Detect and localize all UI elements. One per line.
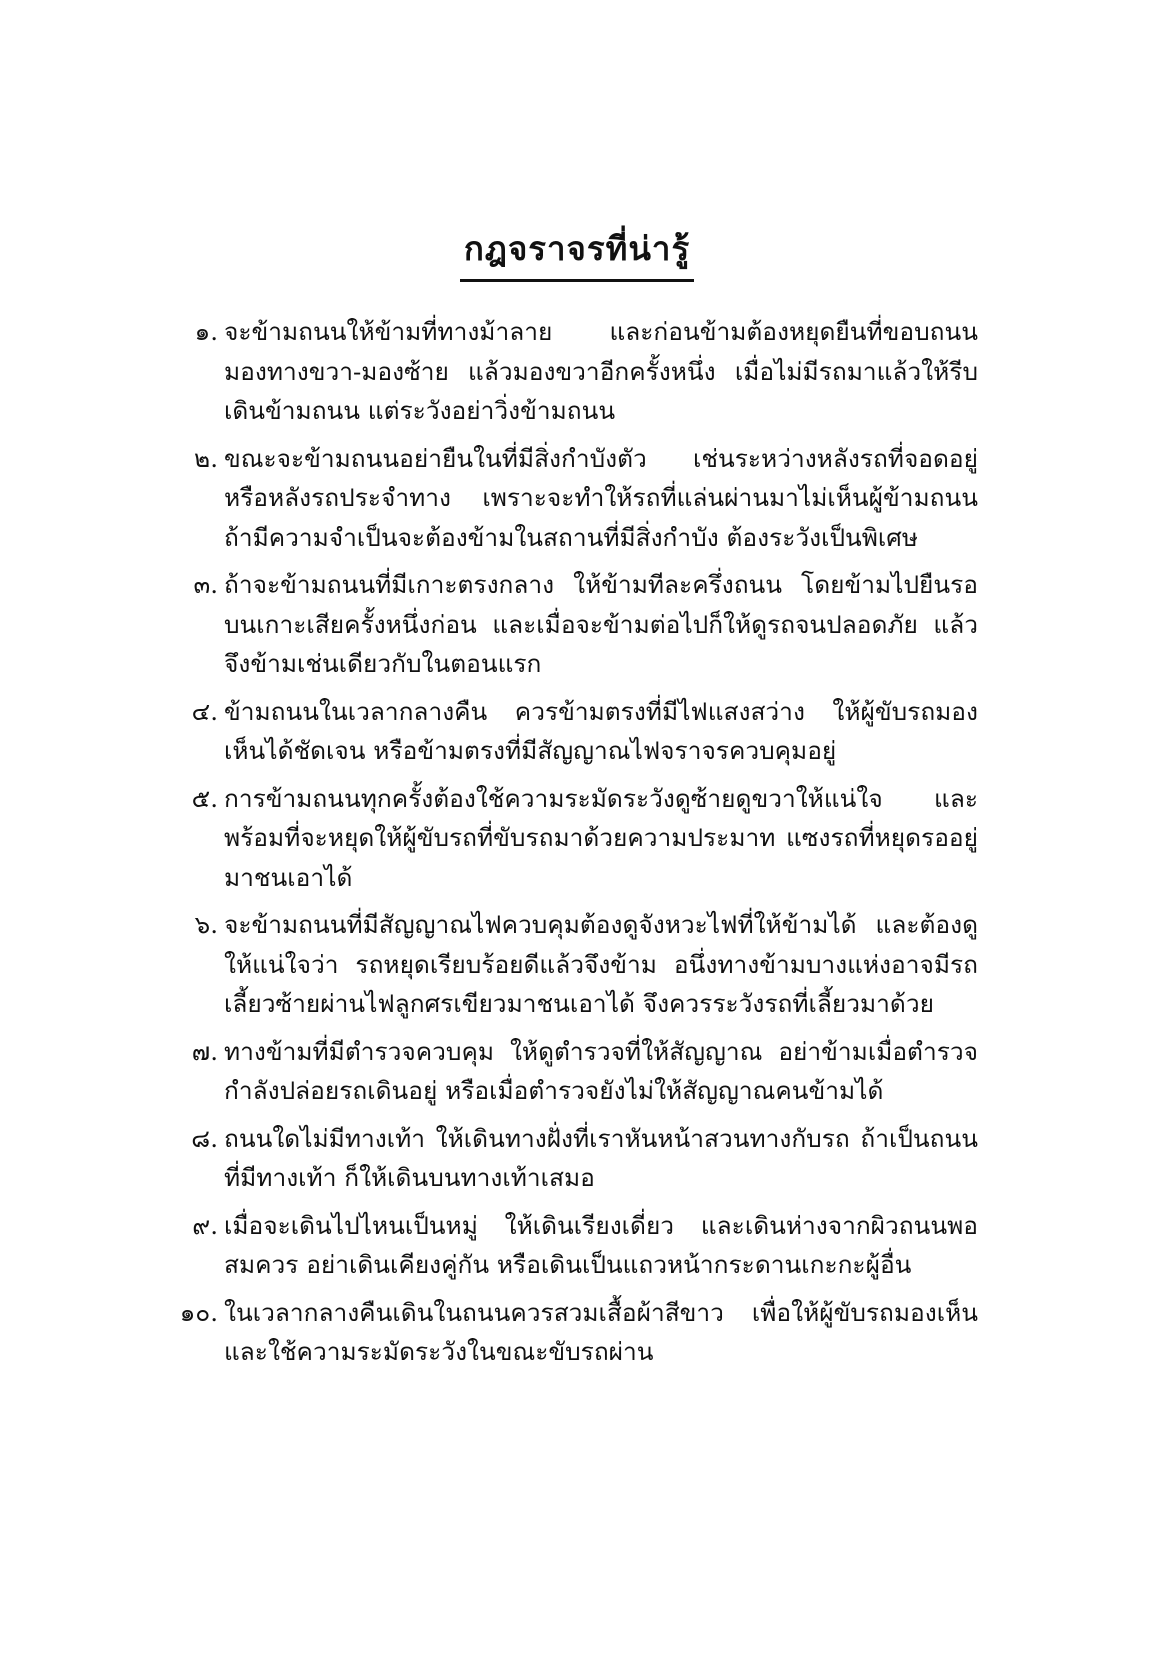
item-text: ถนนใดไม่มีทางเท้า ให้เดินทางฝั่งที่เราหันหน้าสวนทางกับรถ ถ้าเป็นถนนที่มีทางเท้า ก็ให้เดินบนทางเท้าเสมอ xyxy=(224,1123,978,1192)
item-number: ๔. xyxy=(191,696,218,726)
item-text: ข้ามถนนในเวลากลางคืน ควรข้ามตรงที่มีไฟแสงสว่าง ให้ผู้ขับรถมองเห็นได้ชัดเจน หรือข้ามตรงที่มีสัญญาณไฟจราจรควบคุมอยู่ xyxy=(224,696,978,765)
item-number: ๖. xyxy=(194,910,218,939)
list-item xyxy=(148,905,978,1024)
item-text: ในเวลากลางคืนเดินในถนนควรสวมเสื้อผ้าสีขาว เพื่อให้ผู้ขับรถมองเห็นและใช้ความระมัดระวังในขณะขับรถผ่าน xyxy=(224,1297,978,1366)
item-number: ๑. xyxy=(194,317,218,346)
list-item xyxy=(148,565,978,684)
page-title xyxy=(0,222,1154,282)
list-item xyxy=(148,1119,978,1198)
item-text: จะข้ามถนนให้ข้ามที่ทางม้าลาย และก่อนข้ามต้องหยุดยืนที่ขอบถนน มองทางขวา-มองซ้าย แล้วมองขวาอีกครั้งหนึ่ง เมื่อไม่มีรถมาแล้วให้รีบเดินข้ามถนน แต่ระวังอย่าวิ่งข้ามถนน xyxy=(224,317,978,425)
item-number: ๙. xyxy=(192,1210,218,1240)
item-number: ๒. xyxy=(194,443,218,473)
item-text: ถ้าจะข้ามถนนที่มีเกาะตรงกลาง ให้ข้ามทีละครึ่งถนน โดยข้ามไปยืนรอบนเกาะเสียครั้งหนึ่งก่อน และเมื่อจะข้ามต่อไปก็ให้ดูรถจนปลอดภัย แล้วจึงข้ามเช่นเดียวกับในตอนแรก xyxy=(224,570,978,678)
item-number: ๓. xyxy=(193,570,218,599)
list-item xyxy=(148,1293,978,1372)
list-item xyxy=(148,439,978,558)
list-item xyxy=(148,692,978,771)
item-number: ๗. xyxy=(191,1036,218,1066)
item-number: ๘. xyxy=(191,1123,218,1153)
item-text: เมื่อจะเดินไปไหนเป็นหมู่ ให้เดินเรียงเดี่ยว และเดินห่างจากผิวถนนพอสมควร อย่าเดินเคียงคู่กัน หรือเดินเป็นแถวหน้ากระดานเกะกะผู้อื่น xyxy=(224,1210,978,1279)
item-text: ขณะจะข้ามถนนอย่ายืนในที่มีสิ่งกำบังตัว เช่นระหว่างหลังรถที่จอดอยู่ หรือหลังรถประจำทาง เพราะจะทำให้รถที่แล่นผ่านมาไม่เห็นผู้ข้ามถนน ถ้ามีความจำเป็นจะต้องข้ามในสถานที่มีสิ่งกำบัง ต้องระวังเป็นพิเศษ xyxy=(224,443,978,552)
list-item xyxy=(148,1032,978,1111)
list-item xyxy=(148,312,978,431)
item-text: การข้ามถนนทุกครั้งต้องใช้ความระมัดระวังดูซ้ายดูขวาให้แน่ใจ และพร้อมที่จะหยุดให้ผู้ขับรถที่ขับรถมาด้วยความประมาท แซงรถที่หยุดรออยู่มาชนเอาได้ xyxy=(224,783,978,892)
item-text: ทางข้ามที่มีตำรวจควบคุม ให้ดูตำรวจที่ให้สัญญาณ อย่าข้ามเมื่อตำรวจกำลังปล่อยรถเดินอยู่ หรือเมื่อตำรวจยังไม่ให้สัญญาณคนข้ามได้ xyxy=(224,1036,978,1105)
item-text: จะข้ามถนนที่มีสัญญาณไฟควบคุมต้องดูจังหวะไฟที่ให้ข้ามได้ และต้องดูให้แน่ใจว่า รถหยุดเรียบร้อยดีแล้วจึงข้าม อนึ่งทางข้ามบางแห่งอาจมีรถเลี้ยวซ้ายผ่านไฟลูกศรเขียวมาชนเอาได้ จึงควรระวังรถที่เลี้ยวมาด้วย xyxy=(224,910,978,1018)
item-number: ๕. xyxy=(191,783,218,813)
item-number: ๑๐. xyxy=(179,1297,218,1327)
list-item xyxy=(148,1206,978,1285)
list-item xyxy=(148,779,978,898)
page-title-text: กฎจราจรที่น่ารู้ xyxy=(460,222,694,282)
rules-list xyxy=(148,312,978,1380)
